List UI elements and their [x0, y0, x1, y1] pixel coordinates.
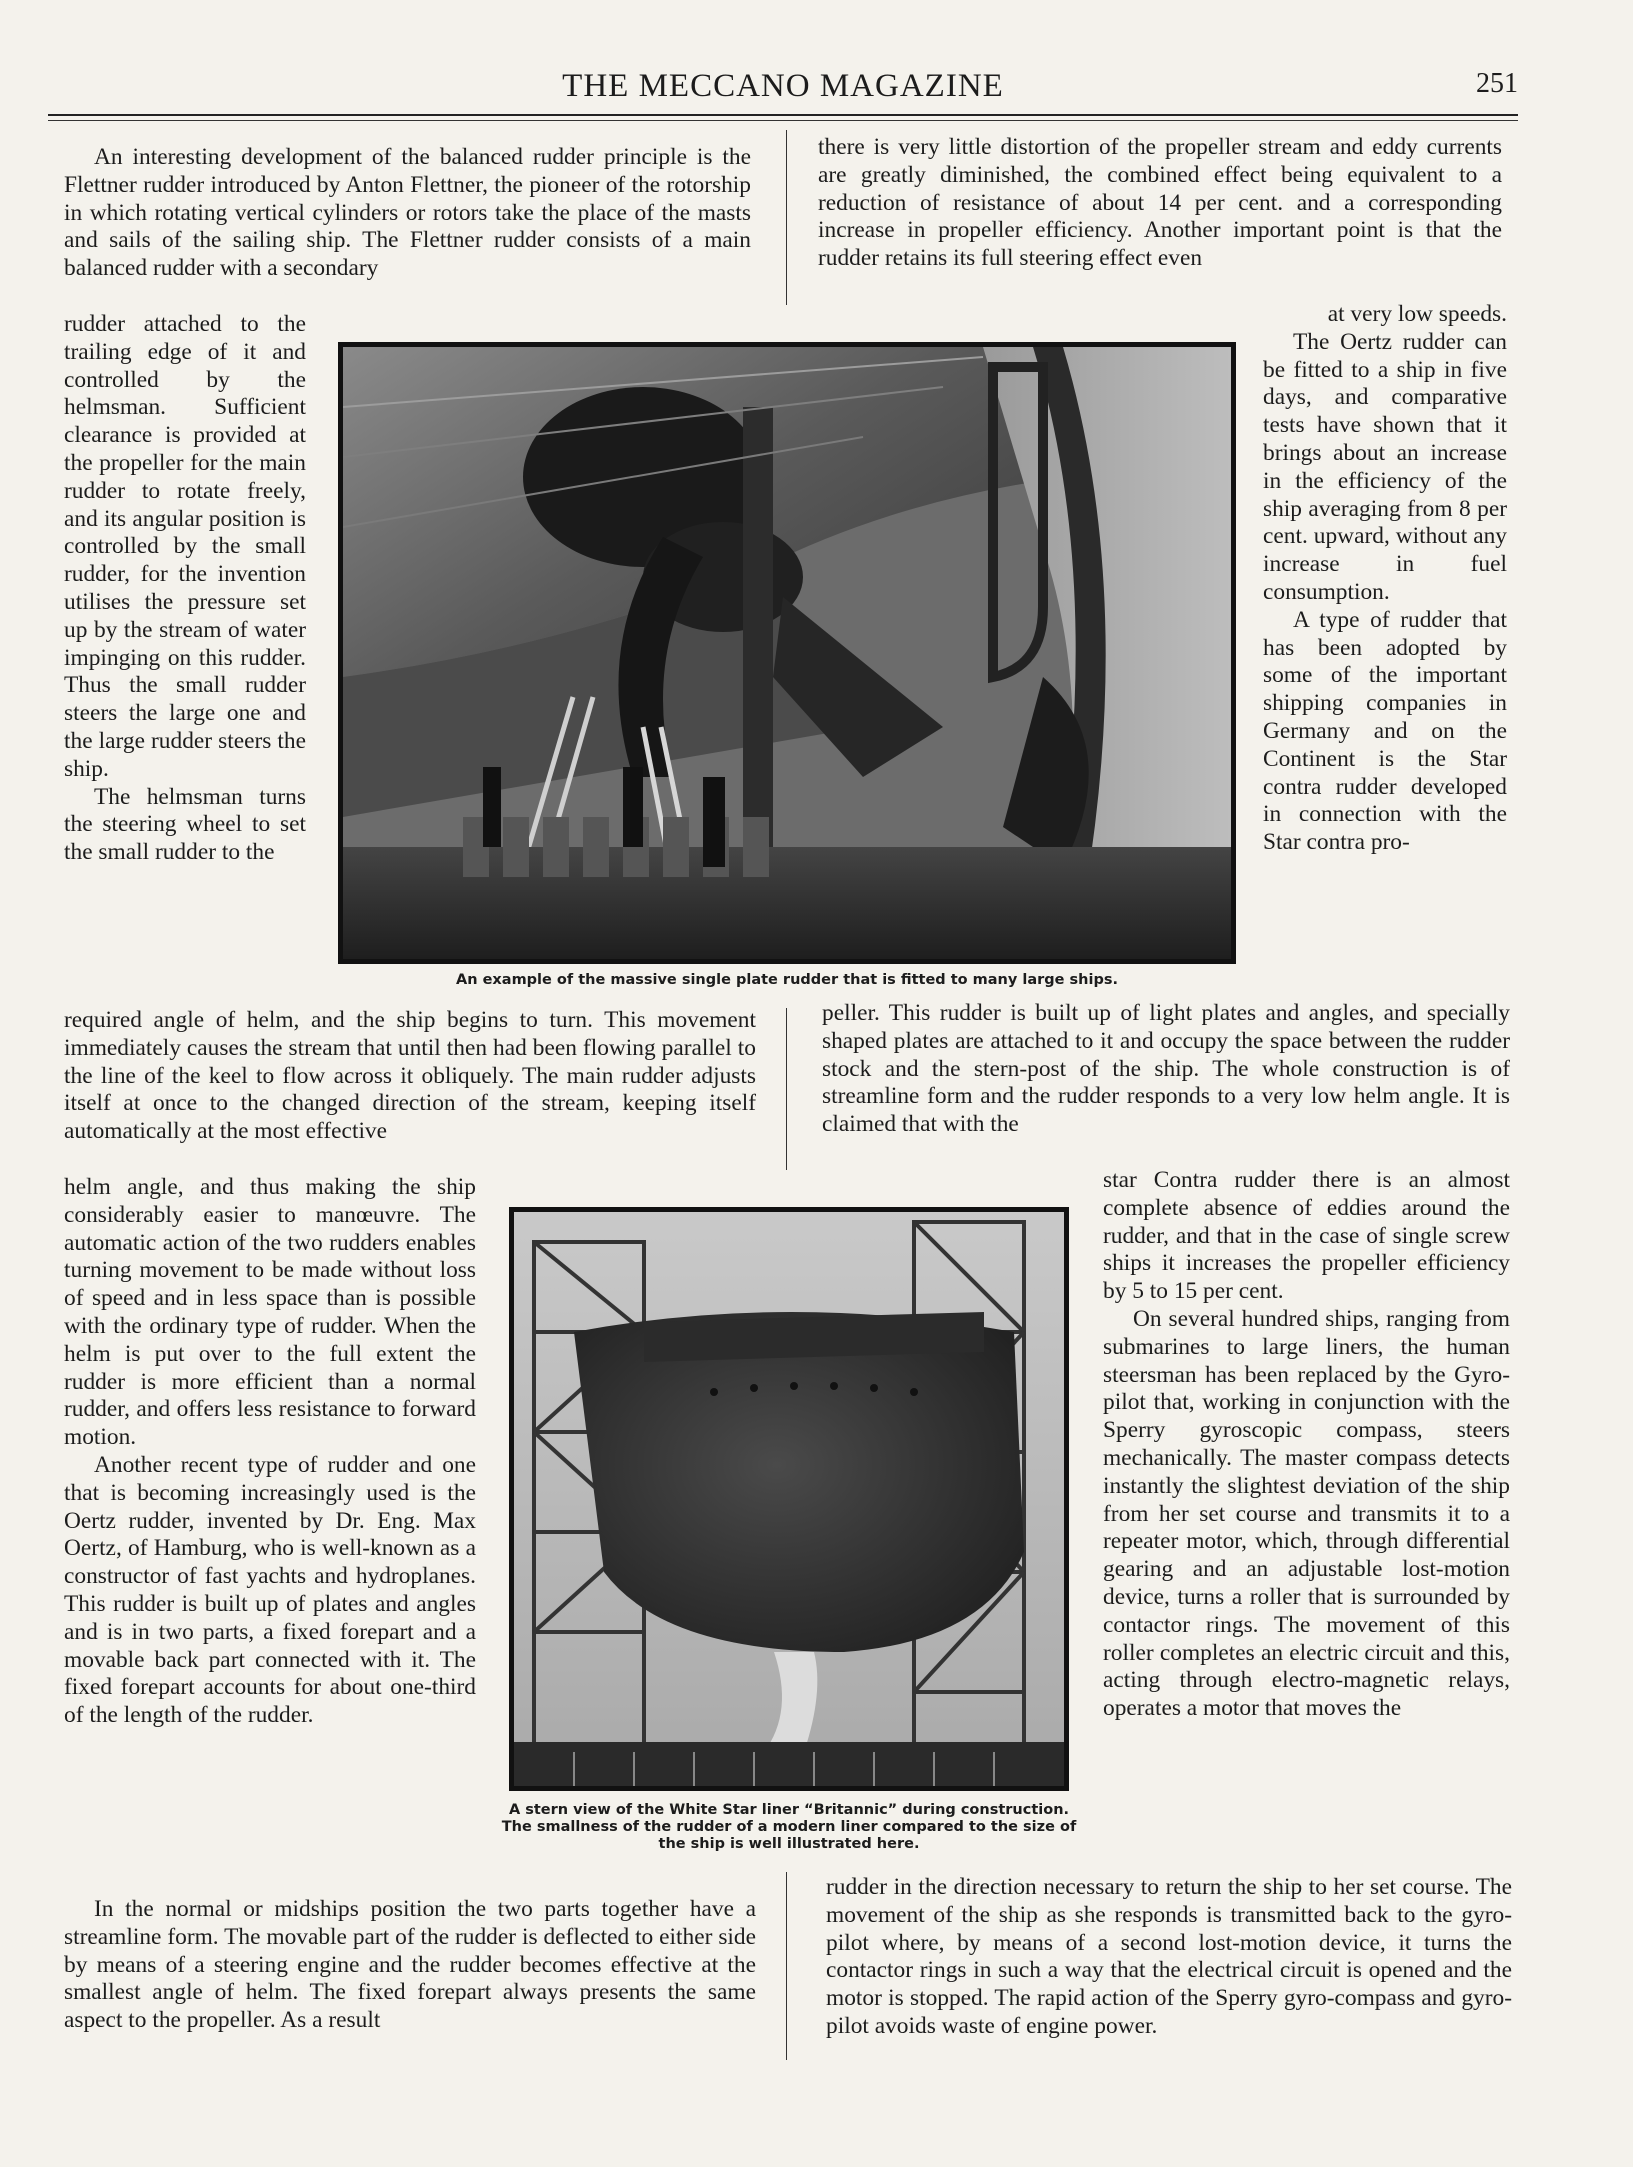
paragraph: The helmsman turns the steering wheel to set the small rudder to the	[64, 783, 306, 866]
header-rule-thin	[48, 120, 1518, 121]
paragraph: A type of rudder that has been adopted by some of the important shipping companies in Germany and on the Continent is the Star contra rudder developed in connection with the Star contra pro-	[1263, 606, 1507, 856]
stern-photo-caption: A stern view of the White Star liner “Britannic” during construction. The smallness of the rudder of a modern liner compared to the size of the ship is well illustrated here.	[501, 1802, 1077, 1852]
right-text-middle	[822, 1000, 1510, 1168]
paragraph: Another recent type of rudder and one that is becoming increasingly used is the Oertz rudder, invented by Dr. Eng. Max Oertz, of Hamburg, who is well-known as a constructor of fast yachts and hydroplanes. This rudder is built up of plates and angles and is in two parts, a fixed forepart and a movable back part connected with it. The fixed forepart accounts for about one-third of the length of the rudder.	[64, 1451, 476, 1729]
page-number: 251	[1476, 68, 1518, 99]
paragraph: In the normal or midships position the two parts together have a streamline form. The movable part of the rudder is deflected to either side by means of a steering engine and the rudder becomes effective at the smallest angle of helm. The fixed forepart always presents the same aspect to the propeller. As a result	[64, 1896, 756, 2034]
paragraph: On several hundred ships, ranging from submarines to large liners, the human steersman has been replaced by the Gyro-pilot that, working in conjunction with the Sperry gyroscopic compass, steers mechanically. The master compass detects instantly the slightest deviation of the ship from her set course and transmits it to a repeater motor, which, through differential gearing and an adjustable lost-motion device, turns a roller that is surrounded by contactor rings. The movement of this roller completes an electric circuit and this, acting through electro-magnetic relays, operates a motor that moves the	[1103, 1305, 1510, 1722]
header-rule	[48, 114, 1518, 116]
right-text-beside-stern-photo	[1103, 1167, 1510, 1879]
left-text-beside-stern-photo	[64, 1174, 476, 1874]
right-text-top	[818, 134, 1502, 306]
paragraph: required angle of helm, and the ship begins to turn. This movement immediately causes the stream that until then had been flowing parallel to the line of the keel to flow across it obliquely. The main rudder adjusts itself at once to the changed direction of the stream, keeping itself automatically at the most effective	[64, 1007, 756, 1145]
left-text-top	[64, 144, 751, 312]
stern-photo-image	[514, 1212, 1064, 1786]
paragraph: peller. This rudder is built up of light plates and angles, and specially shaped plates are attached to it and occupy the space between the rudder stock and the stern-post of the ship. The whole construction is of streamline form and the rudder responds to a very low helm angle. It is claimed that with the	[822, 1000, 1510, 1138]
column-divider-bottom	[786, 1872, 787, 2060]
right-text-beside-rudder-photo	[1263, 301, 1507, 1001]
paragraph: star Contra rudder there is an almost complete absence of eddies around the rudder, and that in the case of single screw ships it increases the propeller efficiency by 5 to 15 per cent.	[1103, 1167, 1510, 1305]
running-header	[48, 68, 1518, 118]
left-text-bottom	[64, 1896, 756, 2066]
rudder-photo	[338, 342, 1236, 964]
column-divider-top	[786, 130, 787, 305]
paragraph: at very low speeds.	[1327, 301, 1507, 327]
right-text-bottom	[826, 1874, 1512, 2064]
paragraph: there is very little distortion of the propeller stream and eddy currents are greatly diminished, the combined effect being equivalent to a reduction of resistance of about 14 per cent. and a corresponding increase in propeller efficiency. Another important point is that the rudder retains its full steering effect even	[818, 134, 1502, 272]
magazine-title: THE MECCANO MAGAZINE	[562, 68, 1004, 104]
column-divider-middle	[786, 1008, 787, 1170]
paragraph: helm angle, and thus making the ship considerably easier to manœuvre. The automatic action of the two rudders enables turning movement to be made without loss of speed and in less space than is possible with the ordinary type of rudder. When the helm is put over to the full extent the rudder is more efficient than a normal rudder, and offers less resistance to forward motion.	[64, 1174, 476, 1451]
left-text-beside-rudder-photo	[64, 311, 306, 1011]
paragraph: rudder attached to the trailing edge of it and controlled by the helmsman. Sufficient clearance is provided at the propeller for the main rudder to rotate freely, and its angular position is controlled by the small rudder, for the invention utilises the pressure set up by the stream of water impinging on this rudder. Thus the small rudder steers the large one and the large rudder steers the ship.	[64, 311, 306, 782]
rudder-photo-image	[343, 347, 1231, 959]
paragraph: The Oertz rudder can be fitted to a ship in five days, and comparative tests have shown that it brings about an increase in the efficiency of the ship averaging from 8 per cent. upward, without any increase in fuel consumption.	[1263, 328, 1507, 605]
left-text-middle	[64, 1007, 756, 1175]
paragraph: An interesting development of the balanced rudder principle is the Flettner rudder introduced by Anton Flettner, the pioneer of the rotorship in which rotating vertical cylinders or rotors take the place of the masts and sails of the sailing ship. The Flettner rudder consists of a main balanced rudder with a secondary	[64, 144, 751, 282]
paragraph: rudder in the direction necessary to return the ship to her set course. The movement of the ship as she responds is transmitted back to the gyro-pilot where, by means of a second lost-motion device, it turns the contactor rings in such a way that the electrical circuit is opened and the motor is stopped. The rapid action of the Sperry gyro-compass and gyro-pilot avoids waste of engine power.	[826, 1874, 1512, 2039]
rudder-photo-caption: An example of the massive single plate rudder that is fitted to many large ships.	[456, 972, 1118, 988]
stern-photo	[509, 1207, 1069, 1791]
